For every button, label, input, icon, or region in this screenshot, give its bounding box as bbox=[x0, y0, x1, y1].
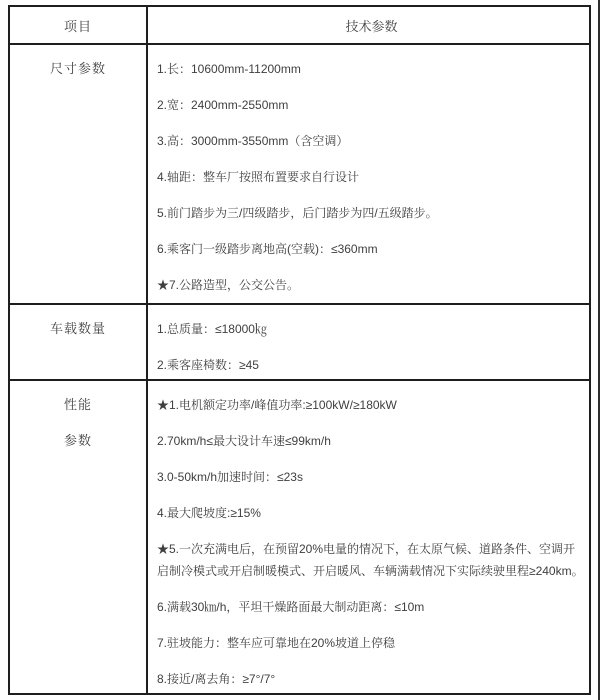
spec-item: ★5.一次充满电后，在预留20%电量的情况下，在太原气候、道路条件、空调开启制冷模式或开启制暖模式、开启暖风、车辆满载情况下实际续驶里程≥240km。 bbox=[157, 542, 584, 578]
label-load-capacity bbox=[10, 305, 148, 379]
header-cell-params: 技术参数 bbox=[345, 18, 398, 34]
label-dimension-parameters bbox=[10, 45, 148, 303]
spec-item: 3.高：3000mm-3550mm（含空调） bbox=[157, 134, 349, 148]
spec-item: ★1.电机额定功率/峰值功率:≥100kW/≥180kW bbox=[157, 398, 397, 412]
spec-item: ★7.公路造型，公交公告。 bbox=[157, 278, 300, 292]
table-header-row bbox=[10, 7, 589, 43]
spec-item: 6.乘客门一级踏步离地高(空载)：≤360mm bbox=[157, 242, 378, 256]
spec-item: 4.轴距：整车厂按照布置要求自行设计 bbox=[157, 170, 360, 184]
row-label-text: 参数 bbox=[63, 433, 92, 448]
row-label-text: 性能 bbox=[63, 397, 92, 412]
spec-item: 4.最大爬坡度:≥15% bbox=[157, 506, 261, 520]
spec-item: 2.宽：2400mm-2550mm bbox=[157, 98, 289, 112]
spec-item: 6.满载30㎞/h，平坦干燥路面最大制动距离：≤10m bbox=[157, 600, 425, 614]
header-cell-item: 项目 bbox=[10, 7, 148, 43]
spec-item: 3.0-50km/h加速时间：≤23s bbox=[157, 470, 303, 484]
spec-item: 1.总质量：≤18000㎏ bbox=[157, 322, 267, 336]
row-load-capacity bbox=[10, 303, 589, 379]
content-performance-parameters bbox=[148, 381, 589, 693]
spec-item: 7.驻坡能力：整车应可靠地在20%坡道上停稳 bbox=[157, 636, 396, 650]
row-dimension-parameters bbox=[10, 43, 589, 303]
spec-table bbox=[8, 5, 591, 695]
row-label-text: 车载数量 bbox=[49, 321, 106, 336]
content-dimension-parameters bbox=[148, 45, 589, 303]
spec-item: 2.70km/h≤最大设计车速≤99km/h bbox=[157, 434, 331, 448]
spec-item: 2.乘客座椅数：≥45 bbox=[157, 358, 259, 372]
spec-item: 5.前门踏步为三/四级踏步，后门踏步为四/五级踏步。 bbox=[157, 206, 438, 220]
row-label-text: 尺寸参数 bbox=[49, 61, 106, 76]
row-performance-parameters bbox=[10, 379, 589, 693]
spec-item: 8.接近/离去角：≥7°/7° bbox=[157, 672, 276, 686]
label-performance-parameters bbox=[10, 381, 148, 693]
content-load-capacity bbox=[148, 305, 589, 379]
spec-item: 1.长：10600mm-11200mm bbox=[157, 62, 301, 76]
